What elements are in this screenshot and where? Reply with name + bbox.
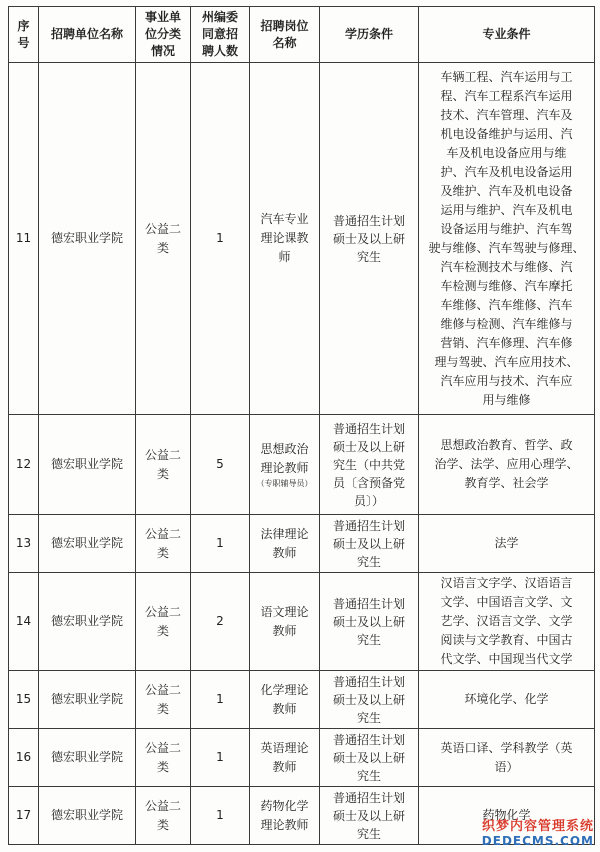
header-seq: 序 号 [9,7,39,63]
cell-position: 英语理论 教师 [250,729,320,787]
cell-seq: 13 [9,515,39,573]
cell-category: 公益二 类 [136,671,191,729]
cell-quota: 2 [191,573,250,671]
table-row [9,515,595,573]
cell-category: 公益二 类 [136,63,191,415]
cell-education: 普通招生计划 硕士及以上研 究生 [320,729,419,787]
cell-quota: 1 [191,729,250,787]
cell-education: 普通招生计划 硕士及以上研 究生 [320,671,419,729]
table-row [9,573,595,671]
cell-education: 普通招生计划 硕士及以上研 究生 [320,787,419,845]
cell-seq: 16 [9,729,39,787]
header-unit: 招聘单位名称 [39,7,136,63]
cell-unit: 德宏职业学院 [39,415,136,515]
watermark-line2: DEDECMS.COM [481,834,594,848]
cell-seq: 17 [9,787,39,845]
cell-quota: 1 [191,63,250,415]
cell-seq: 11 [9,63,39,415]
cell-category: 公益二 类 [136,573,191,671]
cell-major: 汉语言文字学、汉语语言 文学、中国语言文学、文 艺学、汉语言文学、文学 阅读与文学教育、中国古 代文学、中国现当代文学 [419,573,595,671]
cell-unit: 德宏职业学院 [39,729,136,787]
cell-seq: 14 [9,573,39,671]
cell-quota: 1 [191,515,250,573]
cell-category: 公益二 类 [136,787,191,845]
cell-unit: 德宏职业学院 [39,787,136,845]
cell-position: 药物化学 理论教师 [250,787,320,845]
cell-unit: 德宏职业学院 [39,63,136,415]
cell-major: 法学 [419,515,595,573]
cell-quota: 1 [191,671,250,729]
cell-major: 英语口译、学科教学（英 语） [419,729,595,787]
watermark [482,815,594,848]
cell-seq: 12 [9,415,39,515]
cell-major: 思想政治教育、哲学、政 治学、法学、应用心理学、 教育学、社会学 [419,415,595,515]
cell-unit: 德宏职业学院 [39,515,136,573]
table-row [9,729,595,787]
cell-position: 法律理论 教师 [250,515,320,573]
cell-category: 公益二 类 [136,729,191,787]
cell-education: 普通招生计划 硕士及以上研 究生 [320,573,419,671]
header-education: 学历条件 [320,7,419,63]
position-note: （专职辅导员） [256,478,313,488]
cell-major: 环境化学、化学 [419,671,595,729]
cell-major: 车辆工程、汽车运用与工 程、汽车工程系汽车运用 技术、汽车管理、汽车及 机电设备维护与运用、汽 车及机电设备应用与维 护、汽车及机电设备运用 及维护、汽车及机电设备 运用与维护、汽车及机电 设备运用与维护、汽车驾 驶与维修、汽车驾驶与修理、 汽车检测技术与维修、汽 车检测与维修、汽车摩托 车维修、汽车维修、汽车 维修与检测、汽车维修与 营销、汽车修理、汽车修 理与驾驶、汽车应用技术、 汽车应用与技术、汽车应 用与维修 [419,63,595,415]
header-position: 招聘岗位 名称 [250,7,320,63]
cell-education: 普通招生计划 硕士及以上研 究生 [320,515,419,573]
cell-quota: 5 [191,415,250,515]
cell-position: 汽车专业 理论课教 师 [250,63,320,415]
header-category: 事业单 位分类 情况 [136,7,191,63]
recruitment-table [8,6,595,845]
cell-unit: 德宏职业学院 [39,573,136,671]
cell-education: 普通招生计划 硕士及以上研 究生 [320,63,419,415]
header-row [9,7,595,63]
cell-position: 化学理论 教师 [250,671,320,729]
header-major: 专业条件 [419,7,595,63]
cell-quota: 1 [191,787,250,845]
watermark-line1: 织梦内容管理系统 [481,819,594,834]
header-quota: 州编委 同意招 聘人数 [191,7,250,63]
cell-category: 公益二 类 [136,515,191,573]
cell-unit: 德宏职业学院 [39,671,136,729]
table-row [9,415,595,515]
cell-position: 语文理论 教师 [250,573,320,671]
cell-seq: 15 [9,671,39,729]
table-row [9,63,595,415]
cell-education: 普通招生计划 硕士及以上研 究生（中共党 员〔含预备党 员〕） [320,415,419,515]
cell-major: 药物化学 [419,787,595,845]
cell-category: 公益二 类 [136,415,191,515]
table-row [9,671,595,729]
cell-position: 思想政治 理论教师 （专职辅导员） [250,415,320,515]
